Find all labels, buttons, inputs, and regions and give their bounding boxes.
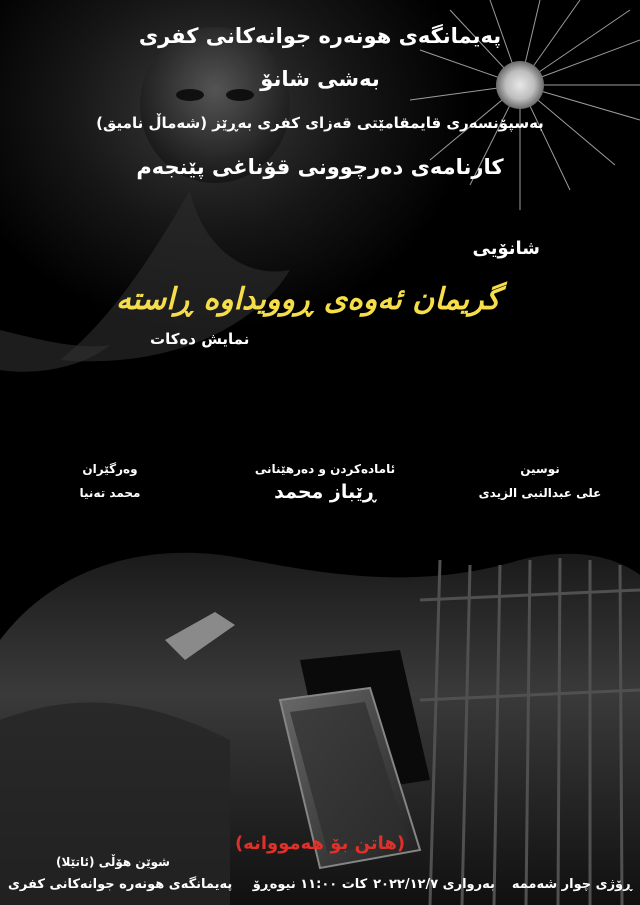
venue-name: پەیمانگەی هونەرە جوانەکانی کفری (8, 877, 233, 892)
event-day: ڕۆژی چوار شەممە (511, 877, 632, 892)
play-label: شانۆیی (472, 238, 540, 259)
event-date: بەرواری ٢٠٢٢/١٢/٧ (373, 877, 495, 892)
writer-name: علی عبدالنبی الزیدی (478, 486, 602, 500)
department-name: بەشی شانۆ (260, 67, 380, 91)
organization-name: پەیمانگەی هونەرە جوانەکانی کفری (138, 24, 502, 48)
play-title: گریمان ئەوەی ڕوویداوە ڕاستە (116, 282, 500, 317)
event-time: کات ١١:٠٠ نیوەڕۆ (252, 877, 368, 892)
translator-label: وەرگێران (82, 462, 138, 476)
writer-label: نوسین (520, 462, 560, 476)
sponsor-line: بەسپۆنسەری قایمقامێتی قەزای کفری بەڕێز (شەماڵ نامیق) (96, 114, 544, 132)
program-title: کارنامەی دەرچوونی قۆناغی پێنجەم (136, 155, 504, 179)
director-label: ئامادەکردن و دەرهێنانی (254, 462, 396, 476)
venue-label: شوێن هۆڵی (ئاتێلا) (56, 855, 170, 869)
presents-label: نمایش دەکات (150, 330, 250, 348)
translator-name: محمد تەنیا (79, 486, 141, 500)
director-name: ڕێباز محمد (274, 481, 376, 503)
welcome-note: (هاتن بۆ هەمووانە) (234, 833, 406, 854)
